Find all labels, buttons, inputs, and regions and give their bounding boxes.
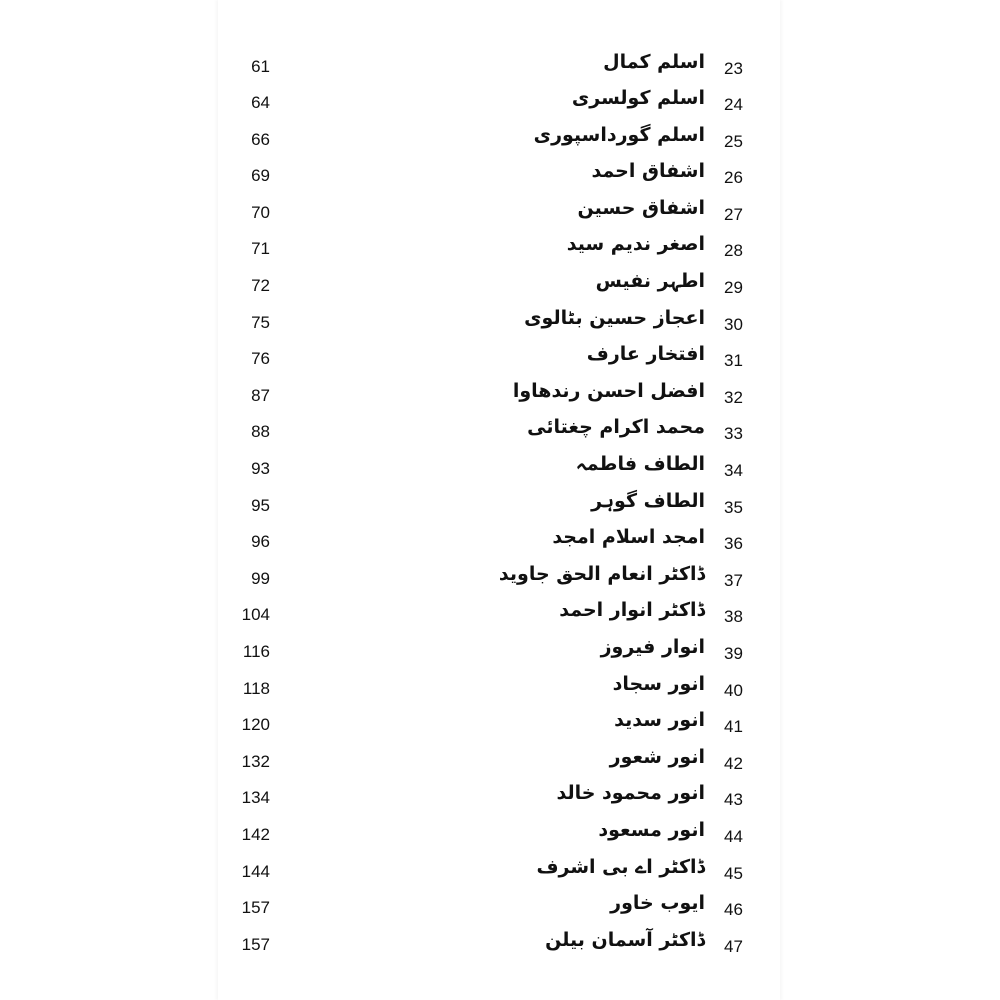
contents-entry bbox=[218, 343, 780, 380]
serial-number: 23 bbox=[724, 58, 743, 78]
author-name: اسلم کمال bbox=[603, 50, 705, 73]
author-name: ایوب خاور bbox=[610, 892, 705, 915]
page-number: 75 bbox=[251, 312, 270, 332]
page-number: 96 bbox=[251, 532, 270, 552]
page-number: 64 bbox=[251, 93, 270, 113]
author-name: افضل احسن رندھاوا bbox=[512, 379, 705, 402]
page-number: 76 bbox=[251, 349, 270, 369]
serial-number: 26 bbox=[724, 168, 743, 188]
page-number: 132 bbox=[241, 751, 270, 771]
author-name: ڈاکٹر آسمان بیلن bbox=[545, 928, 705, 951]
contents-entry bbox=[218, 599, 780, 636]
author-name: انور سجاد bbox=[612, 672, 705, 695]
serial-number: 25 bbox=[724, 131, 743, 151]
page-number: 104 bbox=[241, 605, 270, 625]
author-name: ڈاکٹر انوار احمد bbox=[559, 599, 705, 622]
serial-number: 36 bbox=[724, 534, 743, 554]
contents-entry bbox=[218, 124, 780, 161]
serial-number: 35 bbox=[724, 497, 743, 517]
page-number: 120 bbox=[241, 715, 270, 735]
author-name: انور مسعود bbox=[598, 818, 705, 841]
author-name: انور شعور bbox=[609, 745, 705, 768]
author-name: اعجاز حسین بٹالوی bbox=[524, 306, 705, 329]
contents-entry bbox=[218, 819, 780, 856]
page-number: 144 bbox=[241, 861, 270, 881]
serial-number: 42 bbox=[724, 753, 743, 773]
author-name: انور محمود خالد bbox=[556, 782, 705, 805]
contents-entry bbox=[218, 709, 780, 746]
page-number: 93 bbox=[251, 459, 270, 479]
author-name: الطاف فاطمہ bbox=[575, 453, 705, 476]
page-number: 95 bbox=[251, 495, 270, 515]
page-number: 87 bbox=[251, 385, 270, 405]
serial-number: 43 bbox=[724, 790, 743, 810]
serial-number: 27 bbox=[724, 204, 743, 224]
contents-entry bbox=[218, 746, 780, 783]
contents-entry bbox=[218, 673, 780, 710]
serial-number: 30 bbox=[724, 314, 743, 334]
serial-number: 44 bbox=[724, 826, 743, 846]
author-name: انوار فیروز bbox=[600, 636, 705, 658]
page-number: 61 bbox=[251, 56, 270, 76]
serial-number: 40 bbox=[724, 680, 743, 700]
page-number: 88 bbox=[251, 422, 270, 442]
serial-number: 37 bbox=[724, 570, 743, 590]
serial-number: 45 bbox=[724, 863, 743, 883]
serial-number: 41 bbox=[724, 717, 743, 737]
serial-number: 32 bbox=[724, 387, 743, 407]
page-number: 66 bbox=[251, 129, 270, 149]
author-name: اسلم گورداسپوری bbox=[533, 123, 705, 146]
contents-entry bbox=[218, 636, 780, 673]
contents-entry bbox=[218, 51, 780, 88]
page-number: 118 bbox=[242, 678, 270, 698]
contents-entry bbox=[218, 197, 780, 234]
contents-entry bbox=[218, 307, 780, 344]
page-number: 99 bbox=[251, 568, 270, 588]
page-number: 116 bbox=[242, 642, 270, 661]
serial-number: 29 bbox=[724, 278, 743, 298]
page-number: 71 bbox=[251, 239, 270, 259]
contents-entry bbox=[218, 782, 780, 819]
author-name: الطاف گوہر bbox=[591, 489, 705, 512]
page-number: 72 bbox=[251, 276, 270, 296]
page-number: 157 bbox=[241, 898, 270, 918]
contents-entry bbox=[218, 160, 780, 197]
page-number: 69 bbox=[251, 166, 270, 186]
contents-entry bbox=[218, 929, 780, 966]
page-number: 134 bbox=[241, 788, 270, 808]
author-name: اشفاق احمد bbox=[591, 160, 705, 183]
author-name: انور سدید bbox=[614, 709, 705, 732]
author-name: اسلم کولسری bbox=[571, 87, 705, 110]
serial-number: 46 bbox=[724, 900, 743, 920]
serial-number: 28 bbox=[724, 241, 743, 261]
author-name: ڈاکٹر انعام الحق جاوید bbox=[498, 562, 705, 585]
page-number: 157 bbox=[241, 934, 270, 954]
contents-list bbox=[218, 51, 780, 966]
contents-entry bbox=[218, 892, 780, 929]
contents-entry bbox=[218, 563, 780, 600]
contents-entry bbox=[218, 856, 780, 893]
author-name: اصغر ندیم سید bbox=[566, 233, 705, 256]
serial-number: 47 bbox=[724, 936, 743, 956]
author-name: اشفاق حسین bbox=[577, 196, 705, 219]
contents-entry bbox=[218, 380, 780, 417]
serial-number: 24 bbox=[724, 95, 743, 115]
contents-entry bbox=[218, 233, 780, 270]
page-number: 70 bbox=[251, 202, 270, 222]
serial-number: 31 bbox=[724, 351, 743, 371]
author-name: محمد اکرام چغتائی bbox=[527, 416, 705, 439]
serial-number: 38 bbox=[724, 607, 743, 627]
author-name: امجد اسلام امجد bbox=[552, 526, 705, 549]
document-page bbox=[218, 0, 780, 1000]
author-name: ڈاکٹر اے بی اشرف bbox=[536, 855, 705, 878]
serial-number: 34 bbox=[724, 461, 743, 481]
contents-entry bbox=[218, 270, 780, 307]
contents-entry bbox=[218, 526, 780, 563]
serial-number: 39 bbox=[724, 644, 743, 663]
contents-entry bbox=[218, 453, 780, 490]
contents-entry bbox=[218, 87, 780, 124]
contents-entry bbox=[218, 416, 780, 453]
serial-number: 33 bbox=[724, 424, 743, 444]
page-number: 142 bbox=[241, 824, 270, 844]
author-name: اطہر نفیس bbox=[595, 270, 705, 293]
contents-entry bbox=[218, 490, 780, 527]
author-name: افتخار عارف bbox=[586, 343, 705, 366]
